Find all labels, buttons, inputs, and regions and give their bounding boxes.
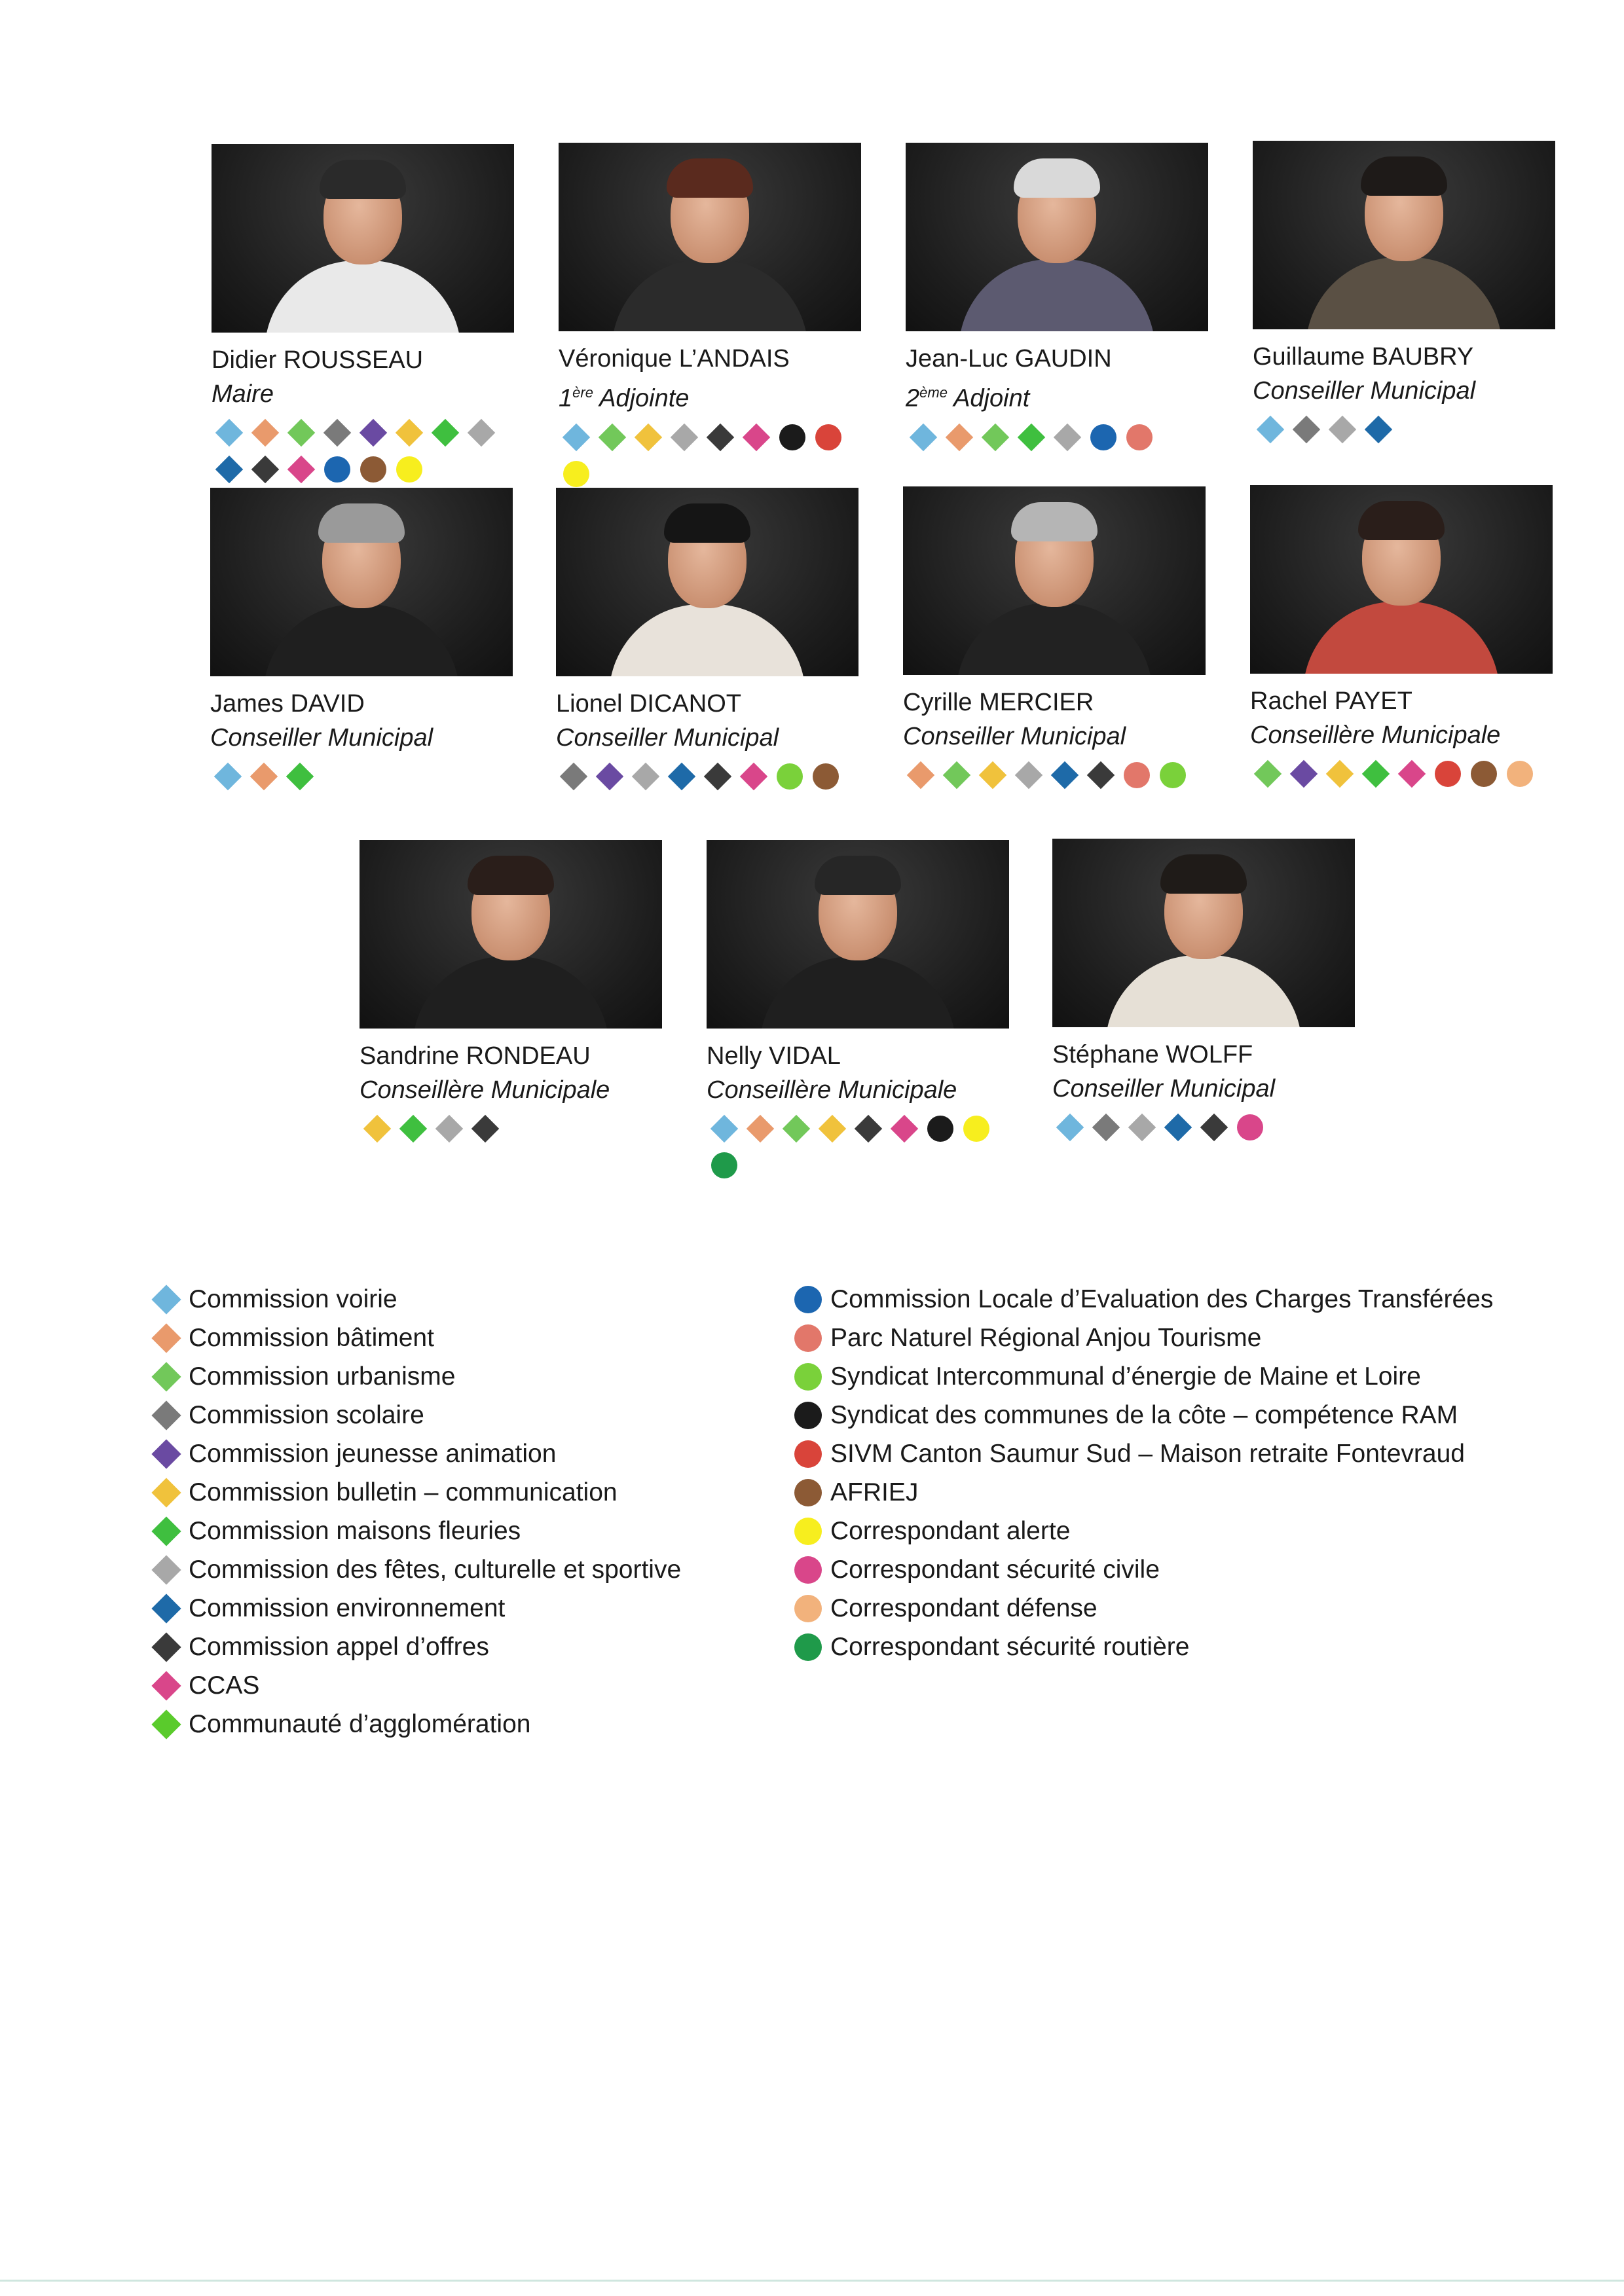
syndicat-energie-circle-icon xyxy=(791,1360,825,1394)
scolaire-diamond-icon xyxy=(559,761,589,792)
legend-label: Parc Naturel Régional Anjou Tourisme xyxy=(830,1323,1262,1352)
legend-item-jeunesse xyxy=(149,1434,681,1473)
sivm-circle-icon xyxy=(791,1437,825,1471)
sivm-circle-icon xyxy=(813,422,843,452)
legend-item-defense xyxy=(791,1589,1493,1628)
member-assignments xyxy=(903,760,1194,790)
bulletin-diamond-icon xyxy=(978,760,1008,790)
syndicat-energie-circle-icon xyxy=(1158,760,1188,790)
legend-item-routiere xyxy=(791,1628,1493,1666)
member-card xyxy=(556,488,870,792)
batiment-diamond-icon xyxy=(745,1114,775,1144)
batiment-diamond-icon xyxy=(944,422,974,452)
maisons-diamond-icon xyxy=(149,1514,183,1548)
legend-item-bulletin xyxy=(149,1473,681,1512)
environnement-diamond-icon xyxy=(149,1592,183,1626)
alerte-circle-icon xyxy=(791,1514,825,1548)
member-photo xyxy=(1250,485,1553,674)
member-card xyxy=(1253,141,1567,445)
member-assignments xyxy=(212,418,502,484)
securite-civile-circle-icon xyxy=(791,1553,825,1587)
appel-diamond-icon xyxy=(470,1114,500,1144)
member-assignments xyxy=(1250,759,1541,789)
routiere-circle-icon xyxy=(791,1630,825,1664)
syndicat-energie-circle-icon xyxy=(775,761,805,792)
legend-label: Commission jeunesse animation xyxy=(189,1439,557,1468)
sivm-circle-icon xyxy=(1433,759,1463,789)
fetes-diamond-icon xyxy=(1052,422,1082,452)
member-assignments xyxy=(559,422,849,489)
member-photo xyxy=(559,143,861,331)
defense-circle-icon xyxy=(791,1592,825,1626)
member-photo xyxy=(360,840,662,1029)
syndicat-cote-circle-icon xyxy=(791,1398,825,1432)
maisons-diamond-icon xyxy=(285,761,315,792)
ccas-diamond-icon xyxy=(286,454,316,484)
member-photo xyxy=(906,143,1208,331)
clect-circle-icon xyxy=(791,1283,825,1317)
jeunesse-diamond-icon xyxy=(358,418,388,448)
bulletin-diamond-icon xyxy=(1325,759,1355,789)
fetes-diamond-icon xyxy=(1014,760,1044,790)
legend-label: Correspondant sécurité civile xyxy=(830,1555,1160,1584)
legend-left-column xyxy=(149,1280,681,1743)
environnement-diamond-icon xyxy=(1050,760,1080,790)
urbanisme-diamond-icon xyxy=(980,422,1010,452)
environnement-diamond-icon xyxy=(214,454,244,484)
legend-item-ccas xyxy=(149,1666,681,1705)
member-card xyxy=(903,486,1217,790)
member-photo xyxy=(212,144,514,333)
voirie-diamond-icon xyxy=(1255,414,1285,445)
legend-label: Commission bâtiment xyxy=(189,1323,434,1352)
urbanisme-diamond-icon xyxy=(149,1360,183,1394)
member-role: 2ème Adjoint xyxy=(906,384,1030,412)
legend-item-securite-civile xyxy=(791,1550,1493,1589)
member-photo xyxy=(1253,141,1555,329)
legend-label: Commission environnement xyxy=(189,1594,506,1622)
legend-item-scolaire xyxy=(149,1396,681,1434)
appel-diamond-icon xyxy=(705,422,735,452)
member-role: Conseiller Municipal xyxy=(210,724,434,752)
appel-diamond-icon xyxy=(1199,1112,1229,1142)
environnement-diamond-icon xyxy=(667,761,697,792)
legend-item-appel xyxy=(149,1628,681,1666)
alerte-circle-icon xyxy=(394,454,424,484)
legend-label: Syndicat Intercommunal d’énergie de Maine et Loire xyxy=(830,1362,1421,1391)
jeunesse-diamond-icon xyxy=(149,1437,183,1471)
member-card xyxy=(707,840,1021,1180)
legend-label: Communauté d’agglomération xyxy=(189,1709,531,1738)
syndicat-cote-circle-icon xyxy=(925,1114,955,1144)
legend-label: Correspondant sécurité routière xyxy=(830,1632,1190,1661)
member-photo xyxy=(707,840,1009,1029)
fetes-diamond-icon xyxy=(631,761,661,792)
legend-item-syndicat-energie xyxy=(791,1357,1493,1396)
member-assignments xyxy=(1052,1112,1343,1142)
afriej-circle-icon xyxy=(358,454,388,484)
member-role: Conseillère Municipale xyxy=(360,1076,610,1104)
alerte-circle-icon xyxy=(561,459,591,489)
member-card xyxy=(559,143,873,489)
urbanisme-diamond-icon xyxy=(942,760,972,790)
urbanisme-diamond-icon xyxy=(597,422,627,452)
scolaire-diamond-icon xyxy=(149,1398,183,1432)
member-role: Conseiller Municipal xyxy=(903,723,1126,750)
member-role: Conseillère Municipale xyxy=(707,1076,957,1104)
bulletin-diamond-icon xyxy=(149,1476,183,1510)
alerte-circle-icon xyxy=(961,1114,991,1144)
appel-diamond-icon xyxy=(703,761,733,792)
bulletin-diamond-icon xyxy=(817,1114,847,1144)
member-name: Lionel DICANOT xyxy=(556,690,741,718)
batiment-diamond-icon xyxy=(906,760,936,790)
member-assignments xyxy=(707,1114,997,1180)
legend-label: Commission voirie xyxy=(189,1285,397,1313)
legend-label: Commission scolaire xyxy=(189,1400,424,1429)
scolaire-diamond-icon xyxy=(1091,1112,1121,1142)
ccas-diamond-icon xyxy=(741,422,771,452)
member-assignments xyxy=(360,1114,650,1144)
legend-item-syndicat-cote xyxy=(791,1396,1493,1434)
voirie-diamond-icon xyxy=(561,422,591,452)
member-card xyxy=(210,488,525,792)
afriej-circle-icon xyxy=(1469,759,1499,789)
legend-label: SIVM Canton Saumur Sud – Maison retraite Fontevraud xyxy=(830,1439,1465,1468)
syndicat-cote-circle-icon xyxy=(777,422,807,452)
ccas-diamond-icon xyxy=(739,761,769,792)
securite-civile-circle-icon xyxy=(1235,1112,1265,1142)
appel-diamond-icon xyxy=(1086,760,1116,790)
legend-label: Commission urbanisme xyxy=(189,1362,456,1391)
member-name: Nelly VIDAL xyxy=(707,1042,841,1070)
page-bottom-rule xyxy=(0,2280,1624,2282)
voirie-diamond-icon xyxy=(908,422,938,452)
fetes-diamond-icon xyxy=(434,1114,464,1144)
afriej-circle-icon xyxy=(791,1476,825,1510)
member-card xyxy=(906,143,1220,452)
environnement-diamond-icon xyxy=(1163,1112,1193,1142)
urbanisme-diamond-icon xyxy=(286,418,316,448)
voirie-diamond-icon xyxy=(214,418,244,448)
parc-circle-icon xyxy=(1124,422,1154,452)
member-name: Guillaume BAUBRY xyxy=(1253,343,1474,371)
agglo-diamond-icon xyxy=(149,1707,183,1741)
ccas-diamond-icon xyxy=(149,1669,183,1703)
appel-diamond-icon xyxy=(250,454,280,484)
legend-label: Correspondant défense xyxy=(830,1594,1098,1622)
legend-item-alerte xyxy=(791,1512,1493,1550)
legend-item-clect xyxy=(791,1280,1493,1319)
legend-label: Commission Locale d’Evaluation des Charges Transférées xyxy=(830,1285,1494,1313)
member-role: Conseiller Municipal xyxy=(1052,1075,1276,1102)
maisons-diamond-icon xyxy=(1361,759,1391,789)
legend-label: Commission maisons fleuries xyxy=(189,1516,521,1545)
fetes-diamond-icon xyxy=(466,418,496,448)
afriej-circle-icon xyxy=(811,761,841,792)
member-assignments xyxy=(556,761,847,792)
member-photo xyxy=(556,488,858,676)
member-photo xyxy=(1052,839,1355,1027)
scolaire-diamond-icon xyxy=(322,418,352,448)
ccas-diamond-icon xyxy=(1397,759,1427,789)
ccas-diamond-icon xyxy=(889,1114,919,1144)
defense-circle-icon xyxy=(1505,759,1535,789)
voirie-diamond-icon xyxy=(149,1283,183,1317)
member-name: Rachel PAYET xyxy=(1250,687,1412,715)
legend-item-sivm xyxy=(791,1434,1493,1473)
voirie-diamond-icon xyxy=(1055,1112,1085,1142)
legend-item-agglo xyxy=(149,1705,681,1743)
batiment-diamond-icon xyxy=(250,418,280,448)
member-photo xyxy=(903,486,1206,675)
urbanisme-diamond-icon xyxy=(1253,759,1283,789)
voirie-diamond-icon xyxy=(709,1114,739,1144)
member-card xyxy=(360,840,674,1144)
member-role: Maire xyxy=(212,380,274,408)
member-card xyxy=(1250,485,1564,789)
bulletin-diamond-icon xyxy=(633,422,663,452)
member-name: Stéphane WOLFF xyxy=(1052,1041,1253,1068)
fetes-diamond-icon xyxy=(669,422,699,452)
legend-item-urbanisme xyxy=(149,1357,681,1396)
legend-label: Correspondant alerte xyxy=(830,1516,1071,1545)
appel-diamond-icon xyxy=(853,1114,883,1144)
urbanisme-diamond-icon xyxy=(781,1114,811,1144)
member-assignments xyxy=(906,422,1196,452)
batiment-diamond-icon xyxy=(249,761,279,792)
fetes-diamond-icon xyxy=(149,1553,183,1587)
clect-circle-icon xyxy=(1088,422,1118,452)
routiere-circle-icon xyxy=(709,1150,739,1180)
member-role: 1ère Adjointe xyxy=(559,384,690,412)
bulletin-diamond-icon xyxy=(362,1114,392,1144)
member-card xyxy=(1052,839,1367,1142)
legend-label: Commission des fêtes, culturelle et sportive xyxy=(189,1555,682,1584)
member-name: James DAVID xyxy=(210,690,365,718)
legend-item-fetes xyxy=(149,1550,681,1589)
member-name: Véronique L’ANDAIS xyxy=(559,345,790,373)
fetes-diamond-icon xyxy=(1127,1112,1157,1142)
member-assignments xyxy=(1253,414,1543,445)
member-name: Didier ROUSSEAU xyxy=(212,346,424,374)
member-assignments xyxy=(210,761,501,792)
appel-diamond-icon xyxy=(149,1630,183,1664)
member-role: Conseiller Municipal xyxy=(1253,377,1476,405)
maisons-diamond-icon xyxy=(398,1114,428,1144)
member-name: Jean-Luc GAUDIN xyxy=(906,345,1112,373)
environnement-diamond-icon xyxy=(1363,414,1393,445)
batiment-diamond-icon xyxy=(149,1321,183,1355)
parc-circle-icon xyxy=(1122,760,1152,790)
maisons-diamond-icon xyxy=(1016,422,1046,452)
legend-label: CCAS xyxy=(189,1671,260,1700)
legend-item-parc xyxy=(791,1319,1493,1357)
jeunesse-diamond-icon xyxy=(595,761,625,792)
legend-item-afriej xyxy=(791,1473,1493,1512)
clect-circle-icon xyxy=(322,454,352,484)
member-photo xyxy=(210,488,513,676)
jeunesse-diamond-icon xyxy=(1289,759,1319,789)
member-card xyxy=(212,144,526,484)
maisons-diamond-icon xyxy=(430,418,460,448)
voirie-diamond-icon xyxy=(213,761,243,792)
member-name: Cyrille MERCIER xyxy=(903,689,1094,716)
legend-right-column xyxy=(791,1280,1493,1666)
member-role: Conseillère Municipale xyxy=(1250,721,1501,749)
member-role: Conseiller Municipal xyxy=(556,724,779,752)
fetes-diamond-icon xyxy=(1327,414,1357,445)
legend-label: Commission appel d’offres xyxy=(189,1632,489,1661)
parc-circle-icon xyxy=(791,1321,825,1355)
bulletin-diamond-icon xyxy=(394,418,424,448)
legend-label: AFRIEJ xyxy=(830,1478,919,1506)
legend-item-environnement xyxy=(149,1589,681,1628)
legend-label: Syndicat des communes de la côte – compétence RAM xyxy=(830,1400,1458,1429)
legend-item-batiment xyxy=(149,1319,681,1357)
legend-label: Commission bulletin – communication xyxy=(189,1478,618,1506)
member-name: Sandrine RONDEAU xyxy=(360,1042,591,1070)
legend-item-voirie xyxy=(149,1280,681,1319)
scolaire-diamond-icon xyxy=(1291,414,1321,445)
legend-item-maisons xyxy=(149,1512,681,1550)
